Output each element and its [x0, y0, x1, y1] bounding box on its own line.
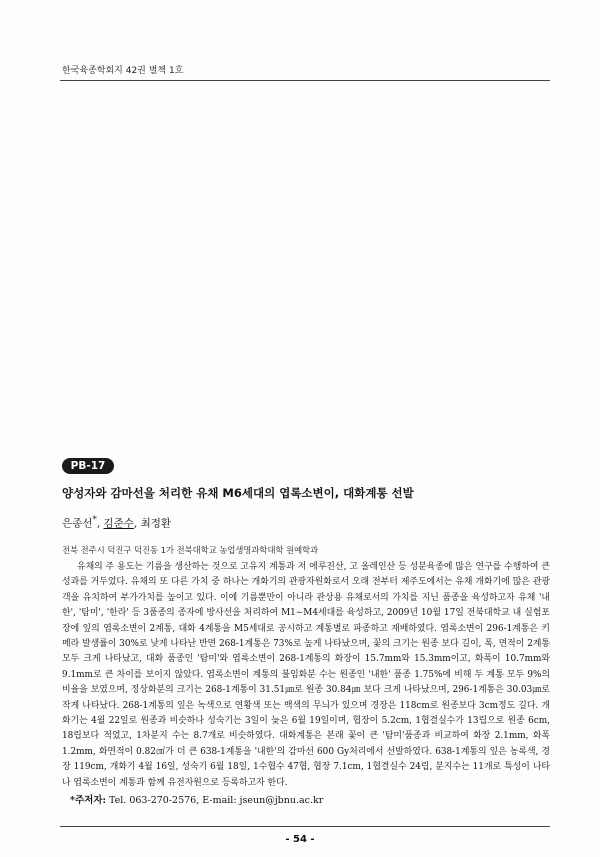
- footer-rule: [60, 826, 550, 827]
- contact-details: Tel. 063-270-2576, E-mail: jseun@jbnu.ac.kr: [109, 795, 324, 806]
- corresponding-mark: *: [92, 515, 97, 525]
- page-number: - 54 -: [285, 834, 315, 845]
- contact-label: *주저자:: [70, 795, 107, 806]
- author-1: 은종선: [62, 517, 93, 530]
- author-2: 김준수: [103, 517, 134, 530]
- paper-title: 양성자와 감마선을 처리한 유채 M6세대의 엽록소변이, 대화계통 선발: [62, 486, 414, 500]
- author-separator: ,: [96, 517, 104, 530]
- journal-header: 한국육종학회지 42권 별책 1호: [62, 66, 184, 76]
- abstract-body: 유채의 주 용도는 기름을 생산하는 것으로 고유지 계통과 저 에루진산, 고 올레인산 등 성분육종에 많은 연구를 수행하여 큰 성과를 거두었다. 유채의 또 다른 가치 중 하나는 개화기의 관광자원화로서 오래 전부터 제주도에서는 유채 개화기에 많은 관광객을 유치하여 부가가치를 높이고 있다. 이에 기름뿐만이 아니라 관상용 유채로서의 가치를 지닌 품종을 육성하고자 유채 '내한', '탐미', '한라' 등 3품종의 종자에 방사선을 처리하여 M1∼M4세대를 육성하고, 2009년 10월 17일 전북대학교 내 실험포장에 잎의 엽록소변이 2계통, 대화 4계통을 M5세대로 공시하고 계통별로 파종하고 재배하였다. 엽록소변이 296-1계통은 키메라 발생률이 30%로 낮게 나타난 반면 268-1계통은 73%로 높게 나타났으며, 꽃의 크기는 원종 보다 길이, 폭, 면적이 2계통 모두 크게 나타났고, 대화 품종인 '탐미'와 엽록소변이 268-1계통의 화장이 15.7mm와 15.3mm이고, 화폭이 10.7mm와 9.1mm로 큰 차이를 보이지 않았다. 엽록소변이 계통의 불임화분 수는 원종인 '내한' 품종 1.75%에 비해 두 계통 모두 9%의 비율을 보였으며, 정상화분의 크기는 268-1계통이 31.51㎛로 원종 30.84㎛ 보다 크게 나타났으며, 296-1계통은 30.03㎛로 작게 나타났다. 268-1계통의 잎은 녹색으로 연황색 또는 백색의 무늬가 있으며 경장은 118cm로 원종보다 3cm정도 길다. 개화기는 4월 22일로 원종과 비슷하나 성숙기는 3일이 늦은 6월 19일이며, 협장이 5.2cm, 1협결실수가 13립으로 원종 6cm, 18립보다 적었고, 1차분지 수는 8.7개로 비슷하였다. 대화계통은 본래 꽃이 큰 '탐미'품종과 비교하여 화장 2.1mm, 화폭 1.2mm, 화면적이 0.82㎠가 더 큰 638-1계통을 '내한'의 감마선 600 Gy처리에서 선발하였다. 638-1계통의 잎은 농록색, 경장 119cm, 개화기 4월 16일, 성숙기 6월 18일, 1수협수 47협, 협장 7.1cm, 1협결실수 24립, 분지수는 11개로 특성이 나타나 엽록소변이 계통과 함께 유전자원으로 등록하고자 한다.: [62, 562, 550, 788]
- author-list: [62, 515, 171, 531]
- abstract-id-badge: PB-17: [62, 458, 114, 474]
- affiliation: 전북 전주시 덕진구 덕진동 1가 전북대학교 농업생명과학대학 원예학과: [62, 545, 319, 555]
- corresponding-contact: [70, 792, 323, 806]
- header-rule: [60, 80, 550, 81]
- author-separator: ,: [133, 517, 141, 530]
- author-3: 최정환: [140, 517, 172, 530]
